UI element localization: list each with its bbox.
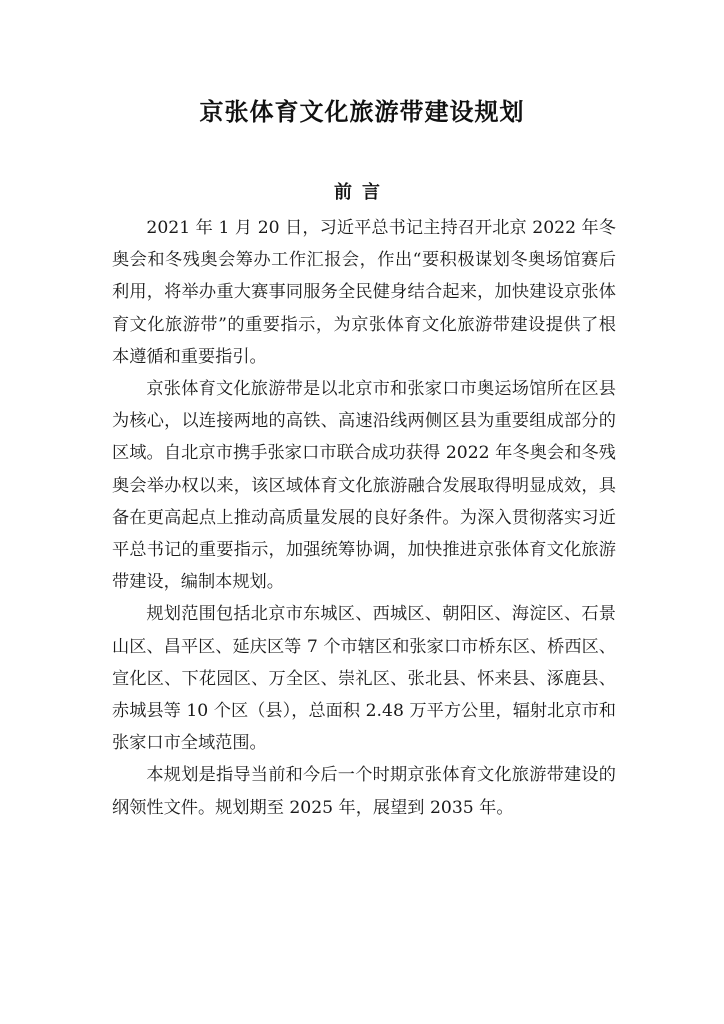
paragraph-3: 规划范围包括北京市东城区、西城区、朝阳区、海淀区、石景山区、昌平区、延庆区等 7 个市辖区和张家口市桥东区、桥西区、宣化区、下花园区、万全区、崇礼区、张北县、怀来县、涿鹿县、赤城县等 10 个区（县），总面积 2.48 万平方公里，辐射北京市和张家口市全域范围。	[112, 604, 616, 754]
paragraph-4: 本规划是指导当前和今后一个时期京张体育文化旅游带建设的纲领性文件。规划期至 2025 年，展望到 2035 年。	[112, 765, 616, 818]
section-heading-preface: 前言	[334, 182, 390, 203]
document-title: 京张体育文化旅游带建设规划	[199, 98, 525, 126]
paragraph-1: 2021 年 1 月 20 日，习近平总书记主持召开北京 2022 年冬奥会和冬残奥会筹办工作汇报会，作出“要积极谋划冬奥场馆赛后利用，将举办重大赛事同服务全民健身结合起来，加快建设京张体育文化旅游带”的重要指示，为京张体育文化旅游带建设提供了根本遵循和重要指引。	[112, 218, 616, 367]
paragraph-2: 京张体育文化旅游带是以北京市和张家口市奥运场馆所在区县为核心，以连接两地的高铁、高速沿线两侧区县为重要组成部分的区域。自北京市携手张家口市联合成功获得 2022 年冬奥会和冬残奥会举办权以来，该区域体育文化旅游融合发展取得明显成效，具备在更高起点上推动高质量发展的良好条件。为深入贯彻落实习近平总书记的重要指示，加强统筹协调，加快推进京张体育文化旅游带建设，编制本规划。	[112, 379, 616, 593]
document-body	[112, 212, 616, 824]
